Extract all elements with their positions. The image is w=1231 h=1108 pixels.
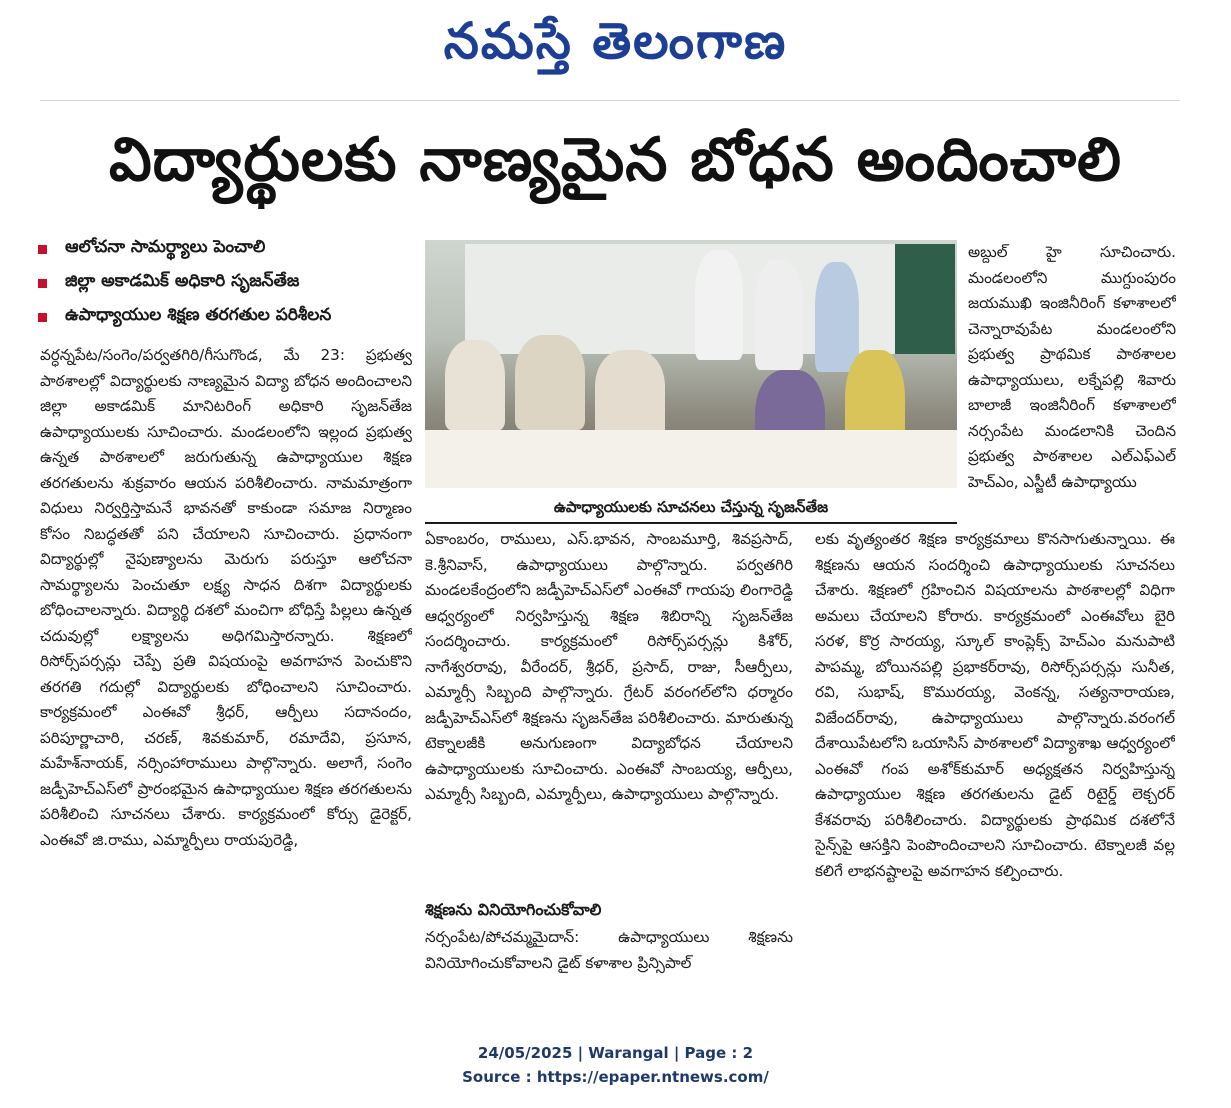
divider — [40, 100, 1180, 101]
person-figure — [755, 260, 803, 370]
desk-row — [425, 430, 957, 488]
person-figure — [695, 250, 743, 360]
article-column-1: వర్ధన్నపేట/సంగెం/పర్వతగిరి/గీసుగొండ, మే 23: ప్రభుత్వ పాఠశాలల్లో విద్యార్థులకు నాణ్యమైన విద్యా బోధన అందించాలని జిల్లా అకాడమిక్ మానిటరింగ్ అధికారి సృజన్‌తేజ ఉపాధ్యాయులకు సూచించారు. మండలంలోని ఇల్లంద ప్రభుత్వ ఉన్నత పాఠశాలలో జరుగుతున్న ఉపాధ్యాయుల శిక్షణ తరగతులను శుక్రవారం ఆయన పరిశీలించారు. నామమాత్రంగా విధులు నిర్వర్తిస్తామనే భావనతో కాకుండా సమాజ నిర్మాణం కోసం నిబద్ధతతో పని చేయాలని సూచించారు. ప్రధానంగా విద్యార్థుల్లో నైపుణ్యాలను మెరుగు పరుస్తూ ఆలోచనా సామర్థ్యాలను పెంచుతూ లక్ష్య సాధన దిశగా విద్యార్థులకు బోధించాలన్నారు. విద్యార్థి దశలో మంచిగా బోధిస్తే పిల్లలు ఉన్నత చదువుల్లో లక్ష్యాలను అధిగమిస్తారన్నారు. శిక్షణలో రిసోర్స్‌పర్సన్లు చెప్పే ప్రతి విషయంపై అవగాహన పెంచుకొని తరగతి గదుల్లో విద్యార్థులకు బోధించాలని సూచించారు. కార్యక్రమంలో ఎంఈవో శ్రీధర్, ఆర్పీలు సదానందం, పరిపూర్ణాచారి, చరణ్, శివకుమార్, రమాదేవి, ప్రసూన, మహేశ్‌నాయక్, నర్సింహారాములు పాల్గొన్నారు. అలాగే, సంగెం జడ్పీహెచ్‌ఎస్‌లో ప్రారంభమైన ఉపాధ్యాయుల శిక్షణ తరగతులను పరిశీలించి సూచనలు చేశారు. కార్యక్రమంలో కోర్సు డైరెక్టర్, ఎంఈవో జి.రాము, ఎమ్మార్పీలు రాయపురెడ్డి, — [40, 346, 412, 849]
article-column-2: ఏకాంబరం, రాములు, ఎస్.భావన, సాంబమూర్తి, శివప్రసాద్, కె.శ్రీనివాస్, ఉపాధ్యాయులు పాల్గొన్నారు. పర్వతగిరి మండలకేంద్రంలోని జడ్పీహెచ్‌ఎస్‌లో ఎంఈవో గాయపు లింగారెడ్డి ఆధ్వర్యంలో నిర్వహిస్తున్న శిక్షణ శిబిరాన్ని సృజన్‌తేజ సందర్శించారు. కార్యక్రమంలో రిసోర్స్‌పర్సన్లు కిశోర్, నాగేశ్వరరావు, వీరేందర్, శ్రీధర్, ప్రసాద్, రాజు, సీఆర్పీలు, ఎమ్మార్సీ సిబ్బంది పాల్గొన్నారు. గ్రేటర్ వరంగల్‌లోని ధర్మారం జడ్పీహెచ్‌ఎస్‌లో శిక్షణను సృజన్‌తేజ పరిశీలించారు. మారుతున్న టెక్నాలజీకి అనుగుణంగా విద్యాబోధన చేయాలని ఉపాధ్యాయులకు సూచించారు. ఎంఈవో సాంబయ్య, ఆర్పీలు, ఎమ్మార్సీ సిబ్బంది, ఎమ్మార్పీలు, ఉపాధ్యాయులు పాల్గొన్నారు. — [425, 530, 793, 803]
highlights-list — [38, 232, 418, 334]
person-figure — [445, 340, 505, 430]
footer-date-edition: 24/05/2025 | Warangal | Page : 2 — [477, 1044, 754, 1062]
photo-caption: ఉపాధ్యాయులకు సూచనలు చేస్తున్న సృజన్‌తేజ — [425, 492, 957, 524]
person-figure — [815, 262, 859, 372]
highlight-text: ఆలోచనా సామర్థ్యాలు పెంచాలి — [65, 237, 266, 257]
article-subheading: శిక్షణను వినియోగించుకోవాలి — [425, 900, 602, 919]
highlight-item — [38, 266, 418, 300]
article-column-3-top: అబ్దుల్ హై సూచించారు. మండలంలోని ముగ్దుంపురం జయముఖి ఇంజినీరింగ్ కళాశాలలో చెన్నారావుపేట మండలంలోని ప్రభుత్వ ప్రాథమిక పాఠశాలల ఉపాధ్యాయులు, లక్నేపల్లి శివారు బాలాజీ ఇంజినీరింగ్ కళాశాలలో నర్సంపేట మండలానికి చెందిన ప్రభుత్వ పాఠశాలల ఎల్‌ఎఫ్‌ఎల్ హెచ్‌ఎం, ఎస్జీటీ ఉపాధ్యాయు — [968, 243, 1176, 491]
person-figure — [595, 350, 665, 440]
greenboard — [895, 244, 955, 354]
highlight-item — [38, 300, 418, 334]
article-column-2-continued: నర్సంపేట/పోచమ్మమైదాన్: ఉపాధ్యాయులు శిక్షణను వినియోగించుకోవాలని డైట్ కళాశాల ప్రిన్సిపాల్ — [425, 928, 793, 972]
article-headline: విద్యార్థులకు నాణ్యమైన బోధన అందించాలి — [108, 125, 1123, 195]
highlight-item — [38, 232, 418, 266]
highlight-text: జిల్లా అకాడమిక్ అధికారి సృజన్‌తేజ — [65, 271, 300, 291]
article-column-3: లకు వృత్యంతర శిక్షణ కార్యక్రమాలు కొనసాగుతున్నాయి. ఈ శిక్షణను ఆయన సందర్శించి ఉపాధ్యాయులకు సూచనలు చేశారు. శిక్షణలో గ్రహించిన విషయాలను పాఠశాలల్లో విధిగా అమలు చేయాలని కోరారు. కార్యక్రమంలో ఎంఈవోలు బైరి సరళ, కొర్ర సారయ్య, స్కూల్ కాంప్లెక్స్ హెచ్‌ఎం మనుపాటి పాపమ్మ, బోయినపల్లి ప్రభాకర్‌రావు, రిసోర్స్‌పర్సన్లు సునీత, రవి, సుభాష్, కొమురయ్య, వెంకన్న, సత్యనారాయణ, విజేందర్‌రావు, ఉపాధ్యాయులు పాల్గొన్నారు.వరంగల్ దేశాయిపేటలోని ఒయాసిస్ పాఠశాలలో విద్యాశాఖ ఆధ్వర్యంలో ఎంఈవో గంప అశోక్‌కుమార్ అధ్యక్షతన నిర్వహిస్తున్న ఉపాధ్యాయుల శిక్షణ తరగతులను డైట్ రిటైర్డ్ లెక్చరర్ కేశవరావు పరిశీలించారు. విద్యార్థులకు ప్రాథమిక దశలోనే సైన్స్‌పై ఆసక్తిని పెంపొందించాలని సూచించారు. టెక్నాలజీ వల్ల కలిగే లాభనష్టాలపై అవగాహన కల్పించారు. — [815, 530, 1175, 880]
footer-source: Source : https://epaper.ntnews.com/ — [462, 1068, 769, 1086]
highlight-text: ఉపాధ్యాయుల శిక్షణ తరగతుల పరిశీలన — [65, 305, 332, 325]
bullet-square-icon — [38, 279, 47, 288]
masthead-title: నమస్తే తెలంగాణ — [443, 12, 788, 70]
newspaper-masthead — [0, 6, 1231, 76]
bullet-square-icon — [38, 245, 47, 254]
person-figure — [515, 335, 585, 430]
classroom-photo — [425, 240, 957, 488]
bullet-square-icon — [38, 313, 47, 322]
